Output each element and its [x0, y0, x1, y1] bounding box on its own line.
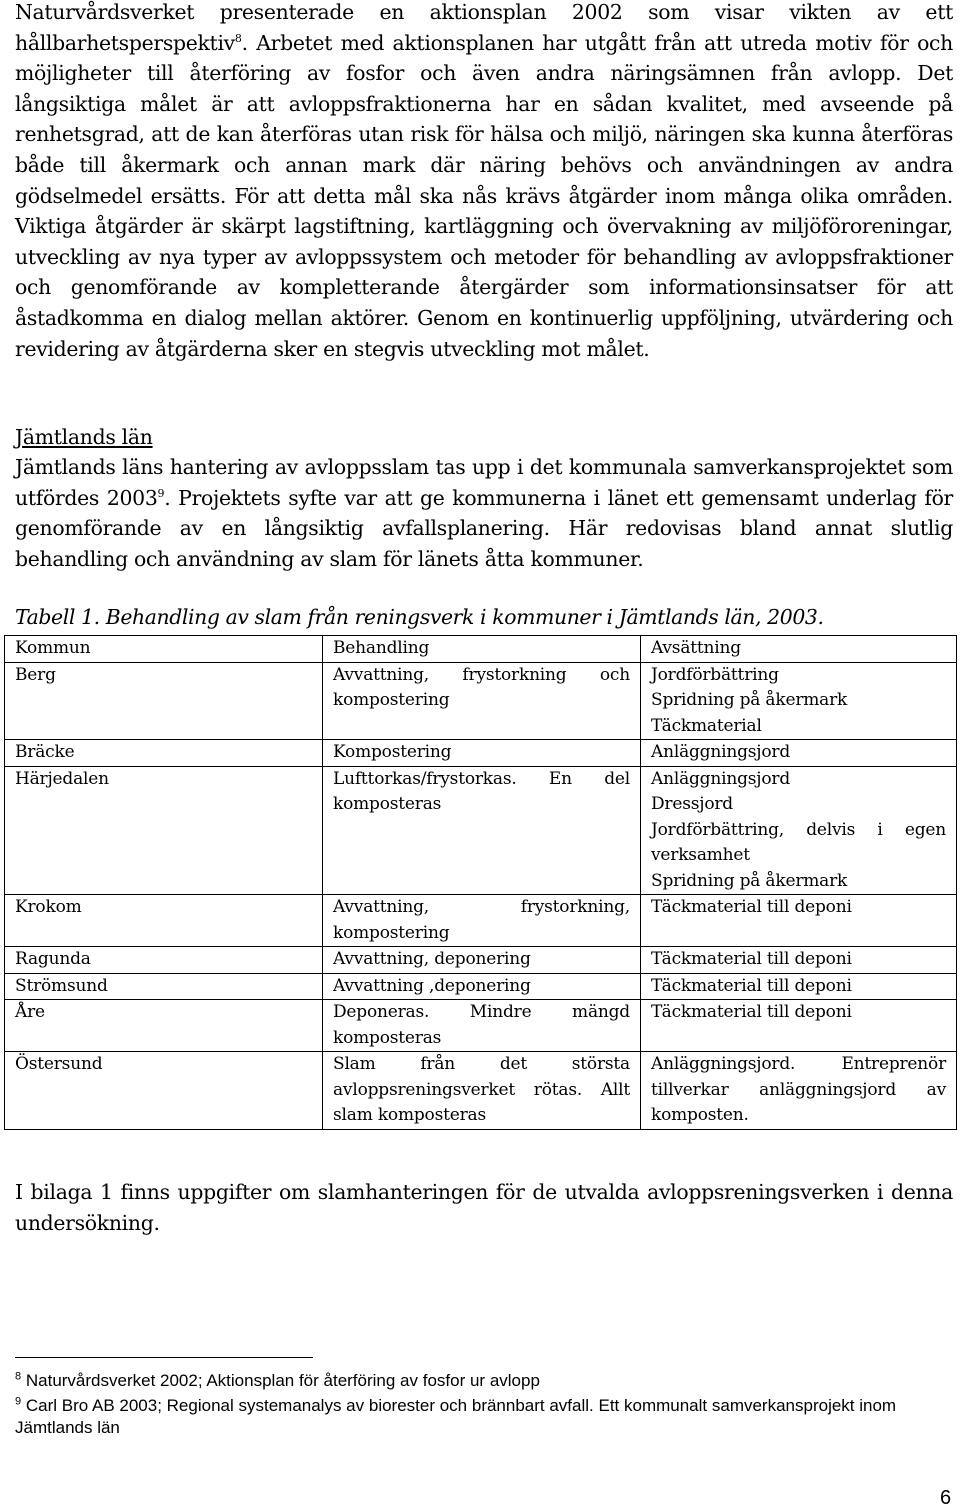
- avsattning-line: Täckmaterial till deponi: [651, 1002, 852, 1022]
- cell-behandling: Slam från det största avloppsreningsverket rötas. Allt slam komposteras: [323, 1052, 641, 1130]
- section-paragraph: [15, 452, 953, 574]
- cell-kommun: Krokom: [5, 895, 323, 947]
- table-row: [5, 1000, 957, 1052]
- avsattning-line: Anläggningsjord: [651, 768, 791, 789]
- table-row: [5, 895, 957, 947]
- cell-avsattning: [641, 947, 957, 974]
- intro-text-end: . Arbetet med aktionsplanen har utgått från att utreda motiv för och möjligheter till återföring av fosfor och även andra näringsämnen från avlopp. Det långsiktiga målet är att avloppsfraktionerna har en sådan kvalitet, med avseende på renhetsgrad, att de kan återföras utan risk för hälsa och miljö, näringen ska kunna återföras både till åkermark och annan mark där näring behövs och användningen av andra gödselmedel ersätts. För att detta mål ska nås krävs åtgärder inom många olika områden. Viktiga åtgärder är skärpt lagstiftning, kartläggning och övervakning av miljöföroreningar, utveckling av nya typer av avloppssystem och metoder för behandling av avloppsfraktioner och genomförande av kompletterande återgärder som informationsinsatser för att åstadkomma en dialog mellan aktörer. Genom en kontinuerlig uppföljning, utvärdering och revidering av åtgärderna sker en stegvis utveckling mot målet.: [15, 30, 953, 361]
- section-heading: Jämtlands län: [15, 425, 153, 449]
- footnote-number: 9: [15, 1395, 22, 1408]
- cell-behandling: Avvattning, frystorkning, kompostering: [323, 895, 641, 947]
- sludge-table: [4, 635, 957, 1130]
- cell-behandling: Avvattning, frystorkning och kompostering: [323, 662, 641, 740]
- cell-kommun: Berg: [5, 662, 323, 740]
- cell-behandling: Kompostering: [323, 740, 641, 767]
- footnote-ref-8: 8: [234, 31, 242, 45]
- cell-avsattning: [641, 662, 957, 740]
- section-text-end: . Projektets syfte var att ge kommunerna i länet ett gemensamt underlag för genomförande av en långsiktig avfallsplanering. Här redovisas bland annat slutlig behandling och användning av slam för länets åtta kommuner.: [15, 485, 953, 571]
- avsattning-line: Jordförbättring: [651, 664, 779, 685]
- table-row: [5, 766, 957, 895]
- footnote-8: [15, 1370, 540, 1392]
- table-row: [5, 740, 957, 767]
- cell-behandling: Avvattning ,deponering: [323, 973, 641, 1000]
- avsattning-line: Spridning på åkermark: [651, 690, 848, 710]
- cell-kommun: Strömsund: [5, 973, 323, 1000]
- table-row: [5, 947, 957, 974]
- avsattning-line: Jordförbättring, delvis i egen verksamhet: [651, 819, 946, 865]
- cell-behandling: Deponeras. Mindre mängd komposteras: [323, 1000, 641, 1052]
- section-text-start: Jämtlands läns hantering av avloppsslam tas upp i det kommunala samverkansprojektet som utfördes 2003: [15, 455, 953, 510]
- cell-avsattning: [641, 766, 957, 895]
- footnote-9: [15, 1395, 960, 1439]
- cell-behandling: Avvattning, deponering: [323, 947, 641, 974]
- footnote-separator: [15, 1357, 313, 1358]
- cell-kommun: Bräcke: [5, 740, 323, 767]
- avsattning-line: Täckmaterial: [651, 715, 762, 736]
- cell-avsattning: [641, 973, 957, 1000]
- avsattning-line: Dressjord: [651, 794, 733, 814]
- table-row: [5, 973, 957, 1000]
- header-avsattning: Avsättning: [641, 636, 957, 663]
- cell-behandling: Lufttorkas/frystorkas. En del komposteras: [323, 766, 641, 895]
- table-header-row: [5, 636, 957, 663]
- closing-paragraph: I bilaga 1 finns uppgifter om slamhanteringen för de utvalda avloppsreningsverken i denna undersökning.: [15, 1180, 953, 1235]
- avsattning-line: Spridning på åkermark: [651, 870, 848, 891]
- intro-paragraph: [15, 0, 953, 364]
- cell-kommun: Åre: [5, 1000, 323, 1052]
- avsattning-line: Anläggningsjord: [651, 742, 791, 762]
- footnote-text: Naturvårdsverket 2002; Aktionsplan för återföring av fosfor ur avlopp: [25, 1371, 540, 1390]
- avsattning-line: Täckmaterial till deponi: [651, 949, 852, 969]
- avsattning-line: Täckmaterial till deponi: [651, 897, 852, 917]
- table-caption: Tabell 1. Behandling av slam från reningsverk i kommuner i Jämtlands län, 2003.: [15, 605, 824, 629]
- cell-kommun: Ragunda: [5, 947, 323, 974]
- cell-kommun: Östersund: [5, 1052, 323, 1130]
- cell-avsattning: [641, 1052, 957, 1130]
- avsattning-line: Anläggningsjord. Entreprenör tillverkar anläggningsjord av komposten.: [651, 1054, 946, 1125]
- cell-avsattning: [641, 895, 957, 947]
- avsattning-line: Täckmaterial till deponi: [651, 975, 852, 996]
- table-row: [5, 1052, 957, 1130]
- cell-avsattning: [641, 740, 957, 767]
- footnote-text: Carl Bro AB 2003; Regional systemanalys av biorester och brännbart avfall. Ett kommunalt samverkansprojekt inom Jämtlands län: [15, 1396, 897, 1437]
- footnote-number: 8: [15, 1370, 22, 1383]
- cell-avsattning: [641, 1000, 957, 1052]
- footnote-ref-9: 9: [157, 486, 165, 500]
- table-row: [5, 662, 957, 740]
- page-number: 6: [940, 1487, 952, 1509]
- intro-text-start: Naturvårdsverket presenterade en aktionsplan 2002 som visar vikten av ett hållbarhetsperspektiv: [15, 0, 953, 55]
- header-behandling: Behandling: [323, 636, 641, 663]
- cell-kommun: Härjedalen: [5, 766, 323, 895]
- header-kommun: Kommun: [5, 636, 323, 663]
